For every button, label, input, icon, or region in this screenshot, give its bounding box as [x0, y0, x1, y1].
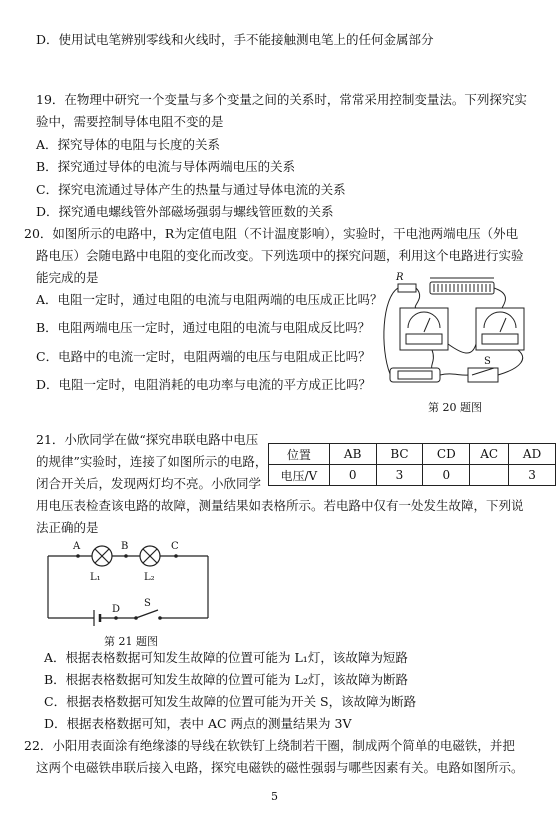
q20-option-b: B．电阻两端电压一定时，通过电阻的电流与电阻成反比吗？ [36, 320, 371, 335]
point-c-label: C [171, 541, 179, 552]
table-cell: 0 [423, 465, 470, 486]
table-header-cell: AC [470, 444, 509, 465]
q19-stem-2: 验中，需要控制导体电阻不变的是 [36, 114, 224, 129]
table-cell: 0 [329, 465, 376, 486]
switch-s [136, 610, 158, 618]
q20-option-a: A．电阻一定时，通过电阻的电流与电阻两端的电压成正比吗？ [36, 292, 383, 307]
q21-stem-2: 的规律”实验时，连接了如图所示的电路， [36, 454, 268, 469]
q20-option-c: C．电路中的电流一定时，电阻两端的电压与电阻成正比吗？ [36, 349, 371, 364]
q19-option-d: D．探究通电螺线管外部磁场强弱与螺线管匝数的关系 [36, 204, 334, 219]
q21-stem-5: 法正确的是 [36, 520, 99, 535]
q21-option-d: D．根据表格数据可知，表中 AC 两点的测量结果为 3V [44, 716, 352, 731]
q20-stem-3: 能完成的是 [36, 270, 99, 285]
fig-label-s: S [484, 356, 491, 367]
q21-figure-caption: 第 21 题图 [104, 635, 158, 648]
switch-s-label: S [144, 598, 151, 609]
q19-stem-1: 19．在物理中研究一个变量与多个变量之间的关系时，常常采用控制变量法。下列探究实 [36, 92, 527, 107]
q21-stem-4: 用电压表检查该电路的故障，测量结果如表格所示。若电路中仅有一处发生故障，下列说 [36, 498, 524, 513]
q22-stem-2: 这两个电磁铁串联后接入电路，探究电磁铁的磁性强弱与哪些因素有关。电路如图所示。 [36, 760, 524, 775]
q19-option-a: A．探究导体的电阻与长度的关系 [36, 137, 221, 152]
q21-circuit [40, 538, 220, 638]
table-cell: 3 [509, 465, 556, 486]
point-d-label: D [112, 604, 121, 615]
voltage-table [268, 443, 556, 486]
q20-stem-2: 路电压）会随电路中电阻的变化而改变。下列选项中的探究问题，利用这个电路进行实验 [36, 248, 524, 263]
table-header-cell: BC [376, 444, 423, 465]
point-a-label: A [73, 541, 81, 552]
q20-option-d: D．电阻一定时，电阻消耗的电功率与电流的平方成正比吗？ [36, 377, 372, 392]
point-b-label: B [121, 541, 129, 552]
lamp-l1-label: L₁ [90, 572, 101, 583]
fixed-resistor [398, 284, 416, 292]
q21-stem-3: 闭合开关后，发现两灯均不亮。小欣同学 [36, 476, 262, 491]
q21-stem-1: 21．小欣同学在做“探究串联电路中电压 [36, 432, 259, 447]
q20-stem-1: 20．如图所示的电路中，R为定值电阻（不计温度影响），实验时，干电池两端电压（外电 [24, 226, 519, 241]
table-header-cell: CD [423, 444, 470, 465]
table-cell: 3 [376, 465, 423, 486]
table-header-cell: AB [329, 444, 376, 465]
option-d-prev: D．使用试电笔辨别零线和火线时，手不能接触测电笔上的任何金属部分 [36, 32, 434, 47]
q19-option-b: B．探究通过导体的电流与导体两端电压的关系 [36, 159, 296, 174]
table-row [269, 465, 556, 486]
q19-option-c: C．探究电流通过导体产生的热量与通过导体电流的关系 [36, 182, 346, 197]
q20-figure [372, 268, 530, 398]
table-cell [470, 465, 509, 486]
page-number: 5 [271, 790, 278, 803]
fig-label-r: R [396, 272, 404, 283]
lamp-l2-label: L₂ [144, 572, 155, 583]
q21-option-b: B．根据表格数据可知发生故障的位置可能为 L₂灯，该故障为断路 [44, 672, 408, 687]
q21-option-c: C．根据表格数据可知发生故障的位置可能为开关 S，该故障为断路 [44, 694, 417, 709]
q21-option-a: A．根据表格数据可知发生故障的位置可能为 L₁灯，该故障为短路 [44, 650, 408, 665]
table-header-cell: 位置 [269, 444, 330, 465]
q20-figure-caption: 第 20 题图 [428, 401, 482, 414]
table-row [269, 444, 556, 465]
table-cell: 电压/V [269, 465, 330, 486]
q22-stem-1: 22．小阳用表面涂有绝缘漆的导线在软铁钉上绕制若干圈，制成两个简单的电磁铁，并把 [24, 738, 515, 753]
table-header-cell: AD [509, 444, 556, 465]
